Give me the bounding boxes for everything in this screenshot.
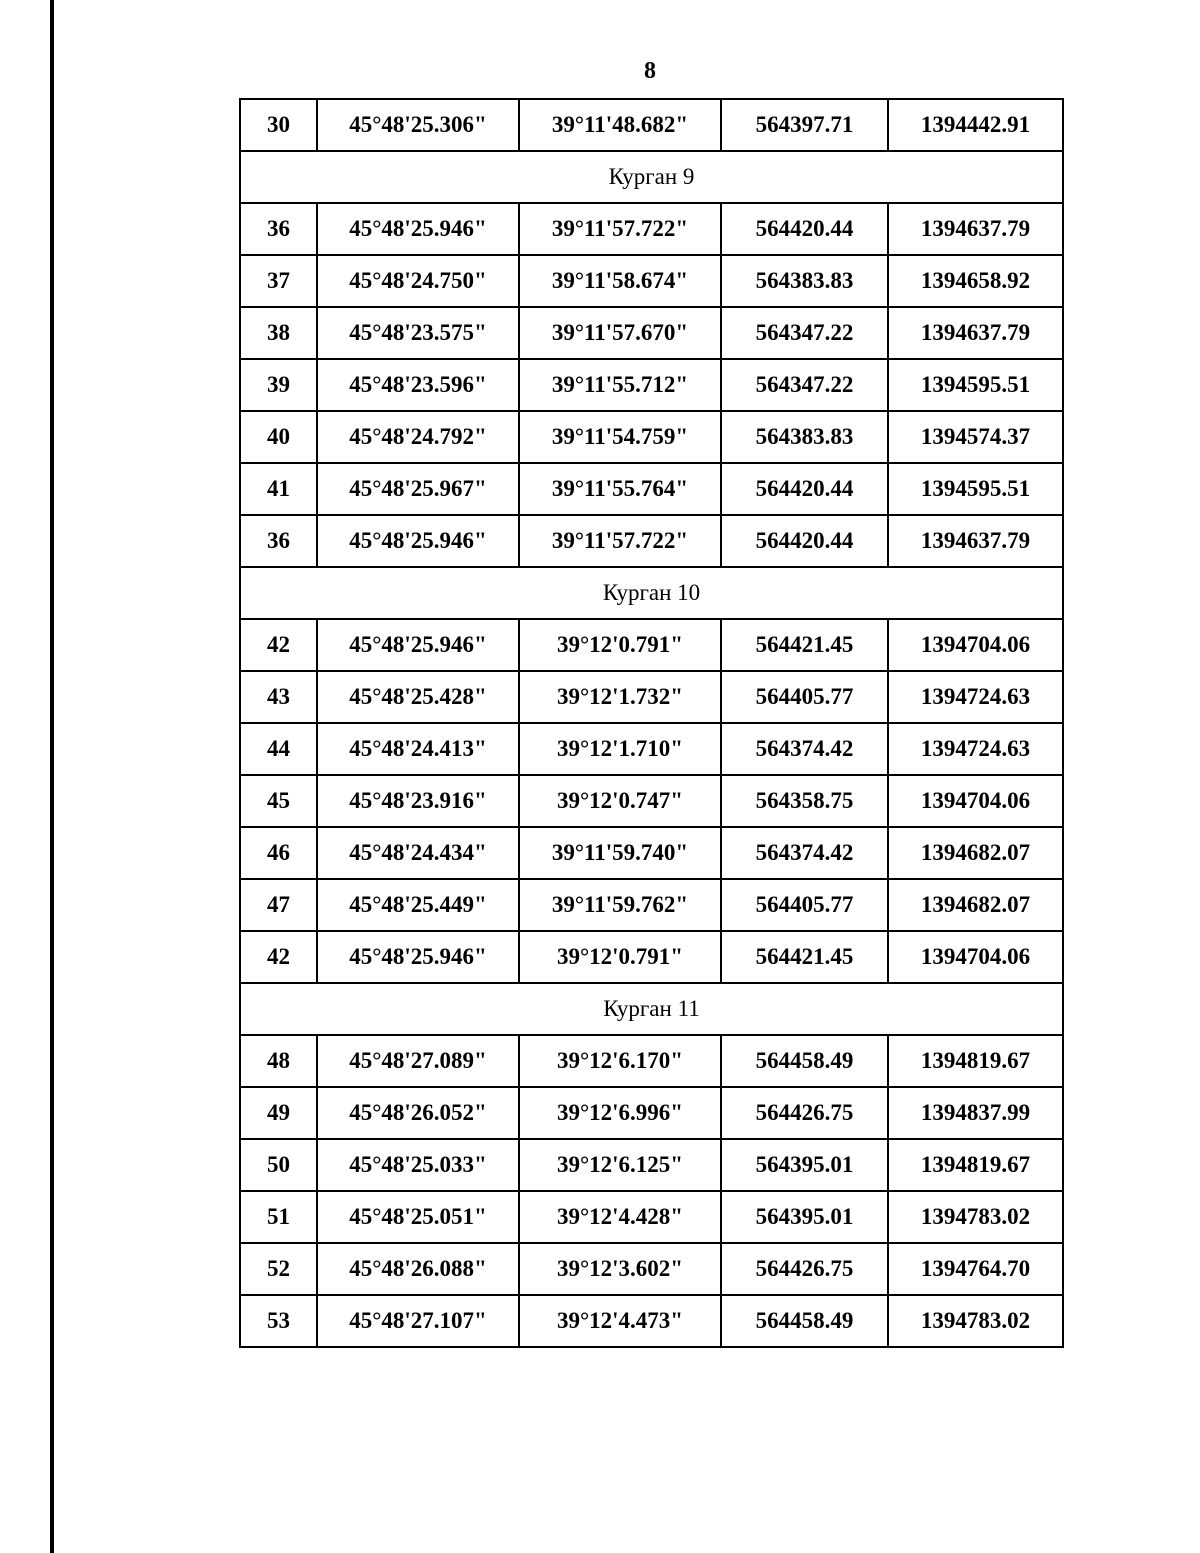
table-row	[240, 931, 1063, 983]
x-coordinate-cell: 564395.01	[721, 1139, 888, 1191]
latitude-cell: 45°48'24.413"	[317, 723, 519, 775]
y-coordinate-cell: 1394637.79	[888, 515, 1063, 567]
point-number-cell: 42	[240, 931, 317, 983]
latitude-cell: 45°48'25.449"	[317, 879, 519, 931]
y-coordinate-cell: 1394595.51	[888, 463, 1063, 515]
y-coordinate-cell: 1394837.99	[888, 1087, 1063, 1139]
longitude-cell: 39°11'57.722"	[519, 515, 721, 567]
coordinates-table-body	[240, 99, 1063, 1347]
y-coordinate-cell: 1394574.37	[888, 411, 1063, 463]
x-coordinate-cell: 564383.83	[721, 411, 888, 463]
longitude-cell: 39°11'58.674"	[519, 255, 721, 307]
x-coordinate-cell: 564358.75	[721, 775, 888, 827]
longitude-cell: 39°12'6.170"	[519, 1035, 721, 1087]
latitude-cell: 45°48'24.750"	[317, 255, 519, 307]
point-number-cell: 42	[240, 619, 317, 671]
group-label: Курган 9	[240, 151, 1063, 203]
longitude-cell: 39°12'6.996"	[519, 1087, 721, 1139]
point-number-cell: 46	[240, 827, 317, 879]
latitude-cell: 45°48'26.088"	[317, 1243, 519, 1295]
table-row	[240, 827, 1063, 879]
table-row	[240, 1295, 1063, 1347]
point-number-cell: 52	[240, 1243, 317, 1295]
point-number-cell: 53	[240, 1295, 317, 1347]
table-row	[240, 619, 1063, 671]
x-coordinate-cell: 564420.44	[721, 203, 888, 255]
point-number-cell: 36	[240, 515, 317, 567]
table-row	[240, 671, 1063, 723]
point-number-cell: 41	[240, 463, 317, 515]
x-coordinate-cell: 564420.44	[721, 463, 888, 515]
table-row	[240, 879, 1063, 931]
x-coordinate-cell: 564405.77	[721, 879, 888, 931]
table-row	[240, 723, 1063, 775]
x-coordinate-cell: 564426.75	[721, 1087, 888, 1139]
group-label: Курган 11	[240, 983, 1063, 1035]
longitude-cell: 39°12'0.791"	[519, 931, 721, 983]
x-coordinate-cell: 564458.49	[721, 1295, 888, 1347]
latitude-cell: 45°48'27.107"	[317, 1295, 519, 1347]
point-number-cell: 40	[240, 411, 317, 463]
point-number-cell: 48	[240, 1035, 317, 1087]
table-row	[240, 307, 1063, 359]
x-coordinate-cell: 564458.49	[721, 1035, 888, 1087]
x-coordinate-cell: 564397.71	[721, 99, 888, 151]
x-coordinate-cell: 564383.83	[721, 255, 888, 307]
y-coordinate-cell: 1394682.07	[888, 827, 1063, 879]
latitude-cell: 45°48'25.946"	[317, 619, 519, 671]
longitude-cell: 39°12'6.125"	[519, 1139, 721, 1191]
longitude-cell: 39°11'57.722"	[519, 203, 721, 255]
longitude-cell: 39°11'59.762"	[519, 879, 721, 931]
point-number-cell: 45	[240, 775, 317, 827]
latitude-cell: 45°48'25.946"	[317, 931, 519, 983]
y-coordinate-cell: 1394819.67	[888, 1035, 1063, 1087]
longitude-cell: 39°11'59.740"	[519, 827, 721, 879]
group-header-row	[240, 567, 1063, 619]
latitude-cell: 45°48'23.575"	[317, 307, 519, 359]
longitude-cell: 39°11'55.764"	[519, 463, 721, 515]
point-number-cell: 47	[240, 879, 317, 931]
y-coordinate-cell: 1394724.63	[888, 671, 1063, 723]
point-number-cell: 44	[240, 723, 317, 775]
x-coordinate-cell: 564395.01	[721, 1191, 888, 1243]
y-coordinate-cell: 1394724.63	[888, 723, 1063, 775]
y-coordinate-cell: 1394637.79	[888, 307, 1063, 359]
x-coordinate-cell: 564374.42	[721, 723, 888, 775]
table-row	[240, 463, 1063, 515]
group-header-row	[240, 983, 1063, 1035]
y-coordinate-cell: 1394658.92	[888, 255, 1063, 307]
latitude-cell: 45°48'26.052"	[317, 1087, 519, 1139]
x-coordinate-cell: 564347.22	[721, 307, 888, 359]
table-row	[240, 515, 1063, 567]
point-number-cell: 43	[240, 671, 317, 723]
y-coordinate-cell: 1394704.06	[888, 619, 1063, 671]
x-coordinate-cell: 564421.45	[721, 619, 888, 671]
table-row	[240, 1035, 1063, 1087]
table-row	[240, 359, 1063, 411]
left-margin-rule	[50, 0, 54, 1553]
group-header-row	[240, 151, 1063, 203]
y-coordinate-cell: 1394819.67	[888, 1139, 1063, 1191]
y-coordinate-cell: 1394704.06	[888, 775, 1063, 827]
table-row	[240, 1087, 1063, 1139]
latitude-cell: 45°48'25.051"	[317, 1191, 519, 1243]
x-coordinate-cell: 564347.22	[721, 359, 888, 411]
latitude-cell: 45°48'25.946"	[317, 515, 519, 567]
x-coordinate-cell: 564420.44	[721, 515, 888, 567]
longitude-cell: 39°12'1.710"	[519, 723, 721, 775]
longitude-cell: 39°12'4.428"	[519, 1191, 721, 1243]
page-number: 8	[644, 58, 656, 84]
latitude-cell: 45°48'23.916"	[317, 775, 519, 827]
longitude-cell: 39°12'1.732"	[519, 671, 721, 723]
point-number-cell: 37	[240, 255, 317, 307]
point-number-cell: 49	[240, 1087, 317, 1139]
table-row	[240, 1243, 1063, 1295]
longitude-cell: 39°12'4.473"	[519, 1295, 721, 1347]
point-number-cell: 36	[240, 203, 317, 255]
point-number-cell: 38	[240, 307, 317, 359]
y-coordinate-cell: 1394783.02	[888, 1295, 1063, 1347]
point-number-cell: 30	[240, 99, 317, 151]
longitude-cell: 39°11'57.670"	[519, 307, 721, 359]
longitude-cell: 39°12'0.791"	[519, 619, 721, 671]
x-coordinate-cell: 564405.77	[721, 671, 888, 723]
coordinates-table	[239, 98, 1064, 1348]
x-coordinate-cell: 564426.75	[721, 1243, 888, 1295]
table-row	[240, 99, 1063, 151]
latitude-cell: 45°48'23.596"	[317, 359, 519, 411]
y-coordinate-cell: 1394442.91	[888, 99, 1063, 151]
table-row	[240, 1139, 1063, 1191]
y-coordinate-cell: 1394637.79	[888, 203, 1063, 255]
latitude-cell: 45°48'25.428"	[317, 671, 519, 723]
y-coordinate-cell: 1394595.51	[888, 359, 1063, 411]
longitude-cell: 39°11'55.712"	[519, 359, 721, 411]
table-row	[240, 1191, 1063, 1243]
latitude-cell: 45°48'25.946"	[317, 203, 519, 255]
x-coordinate-cell: 564374.42	[721, 827, 888, 879]
latitude-cell: 45°48'25.967"	[317, 463, 519, 515]
latitude-cell: 45°48'25.306"	[317, 99, 519, 151]
latitude-cell: 45°48'25.033"	[317, 1139, 519, 1191]
table-row	[240, 203, 1063, 255]
point-number-cell: 39	[240, 359, 317, 411]
y-coordinate-cell: 1394682.07	[888, 879, 1063, 931]
latitude-cell: 45°48'24.792"	[317, 411, 519, 463]
latitude-cell: 45°48'24.434"	[317, 827, 519, 879]
latitude-cell: 45°48'27.089"	[317, 1035, 519, 1087]
point-number-cell: 51	[240, 1191, 317, 1243]
y-coordinate-cell: 1394783.02	[888, 1191, 1063, 1243]
longitude-cell: 39°12'0.747"	[519, 775, 721, 827]
longitude-cell: 39°12'3.602"	[519, 1243, 721, 1295]
y-coordinate-cell: 1394704.06	[888, 931, 1063, 983]
longitude-cell: 39°11'48.682"	[519, 99, 721, 151]
point-number-cell: 50	[240, 1139, 317, 1191]
longitude-cell: 39°11'54.759"	[519, 411, 721, 463]
table-row	[240, 775, 1063, 827]
table-row	[240, 411, 1063, 463]
y-coordinate-cell: 1394764.70	[888, 1243, 1063, 1295]
table-row	[240, 255, 1063, 307]
group-label: Курган 10	[240, 567, 1063, 619]
x-coordinate-cell: 564421.45	[721, 931, 888, 983]
